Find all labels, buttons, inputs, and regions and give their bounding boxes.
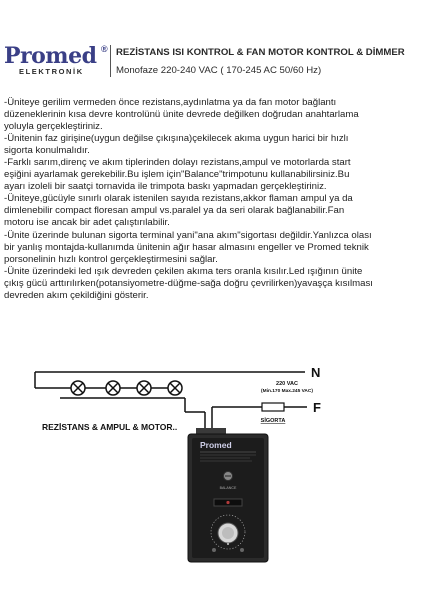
lamp-icon [137, 381, 151, 395]
text-line: bir yanlış montajda-kullanımda ünitenin ağır hasar almasını engeller ve Promed teknik [4, 241, 369, 253]
wiring-diagram [0, 350, 424, 600]
text-line: sigorta konulmalıdır. [4, 145, 90, 157]
text-line: porsonelinin hızlı kontrol gerçekleştirmesini sağlar. [4, 253, 218, 265]
logo-wordmark: Promed [4, 43, 97, 69]
voltage-range-label: (Min.170 Max.245 VAC) [261, 389, 313, 394]
dimmer-device [188, 428, 268, 562]
text-line: -Üniteye gerilim vermeden önce rezistans,aydınlatma ya da fan motor bağlantı [4, 97, 337, 108]
neutral-label: N [311, 365, 321, 380]
text-line: ayarı izoleli bir saatçi tornavida ile trimpota baskı yapmadan gerçekleştiriniz. [4, 181, 327, 193]
load-label: REZİSTANS & AMPUL & MOTOR.. [42, 422, 178, 432]
text-line: -Farklı sarım,direnç ve akım tiplerinden dolayı rezistans,ampul ve motorlarda start [4, 157, 351, 169]
fuse-symbol [262, 403, 284, 411]
promed-logo [4, 44, 108, 84]
lamp-icon [71, 381, 85, 395]
text-line: çıkış gücü arttırılırken(potansiyometre-düğme-sağa doğru çevrilirken)yavaşça kısılması [4, 277, 373, 289]
text-line: -Ünite üzerinde bulunan sigorta terminal yani"ana akım"sigortası değildir.Yanlızca olası [4, 229, 372, 241]
led-icon [226, 501, 229, 504]
text-line: motoru ise ancak bir adet çalıştırılabilir. [4, 217, 170, 229]
document-header [0, 40, 424, 86]
phase-label: F [313, 400, 321, 415]
text-line: dimlenebilir compact floresan ampul vs.paralel ya da seri olarak bağlanabilir.Fan [4, 205, 345, 217]
text-line: -Üniteye,gücüyle sınırlı olarak istenilen sayıda rezistans,akkor flaman ampul ya da [4, 193, 353, 205]
voltage-label: 220 VAC [276, 381, 298, 387]
page-subtitle: Monofaze 220-240 VAC ( 170-245 AC 50/60 Hz) [116, 65, 322, 76]
lamp-icon [106, 381, 120, 395]
balance-label: BALANCE [219, 486, 237, 490]
instructions-text [4, 97, 420, 302]
logo-registered-mark: ® [101, 44, 108, 54]
text-line: -Ünitenin faz girişine(uygun değilse çıkışına)çekilecek akıma uygun harici bir hızlı [4, 133, 349, 145]
page-title: REZİSTANS ISI KONTROL & FAN MOTOR KONTROL & DİMMER [116, 47, 405, 58]
text-line: devreden akım çekildiğini gösterir. [4, 289, 149, 301]
text-line: -Ünite üzerindeki led ışık devreden çekilen akıma ters oranla kısılır.Led ışığının ünite [4, 265, 363, 277]
text-line: eşiğini ayarlamak gerekebilir.Bu işlem için"Balance"trimpotunu kullanabilirsiniz.Bu [4, 169, 350, 181]
header-divider [110, 45, 111, 77]
lamp-icon [168, 381, 182, 395]
fuse-label: SİGORTA [260, 418, 286, 424]
text-line: düzeneklerinin kısa devre kontrolünü ünite devrede değilken doğrudan anahtarlama [4, 109, 359, 121]
logo-subtitle: ELEKTRONİK [19, 67, 84, 76]
device-brand-label: Promed [200, 440, 232, 450]
text-line: yoluyla gerçekleştiriniz. [4, 121, 103, 133]
